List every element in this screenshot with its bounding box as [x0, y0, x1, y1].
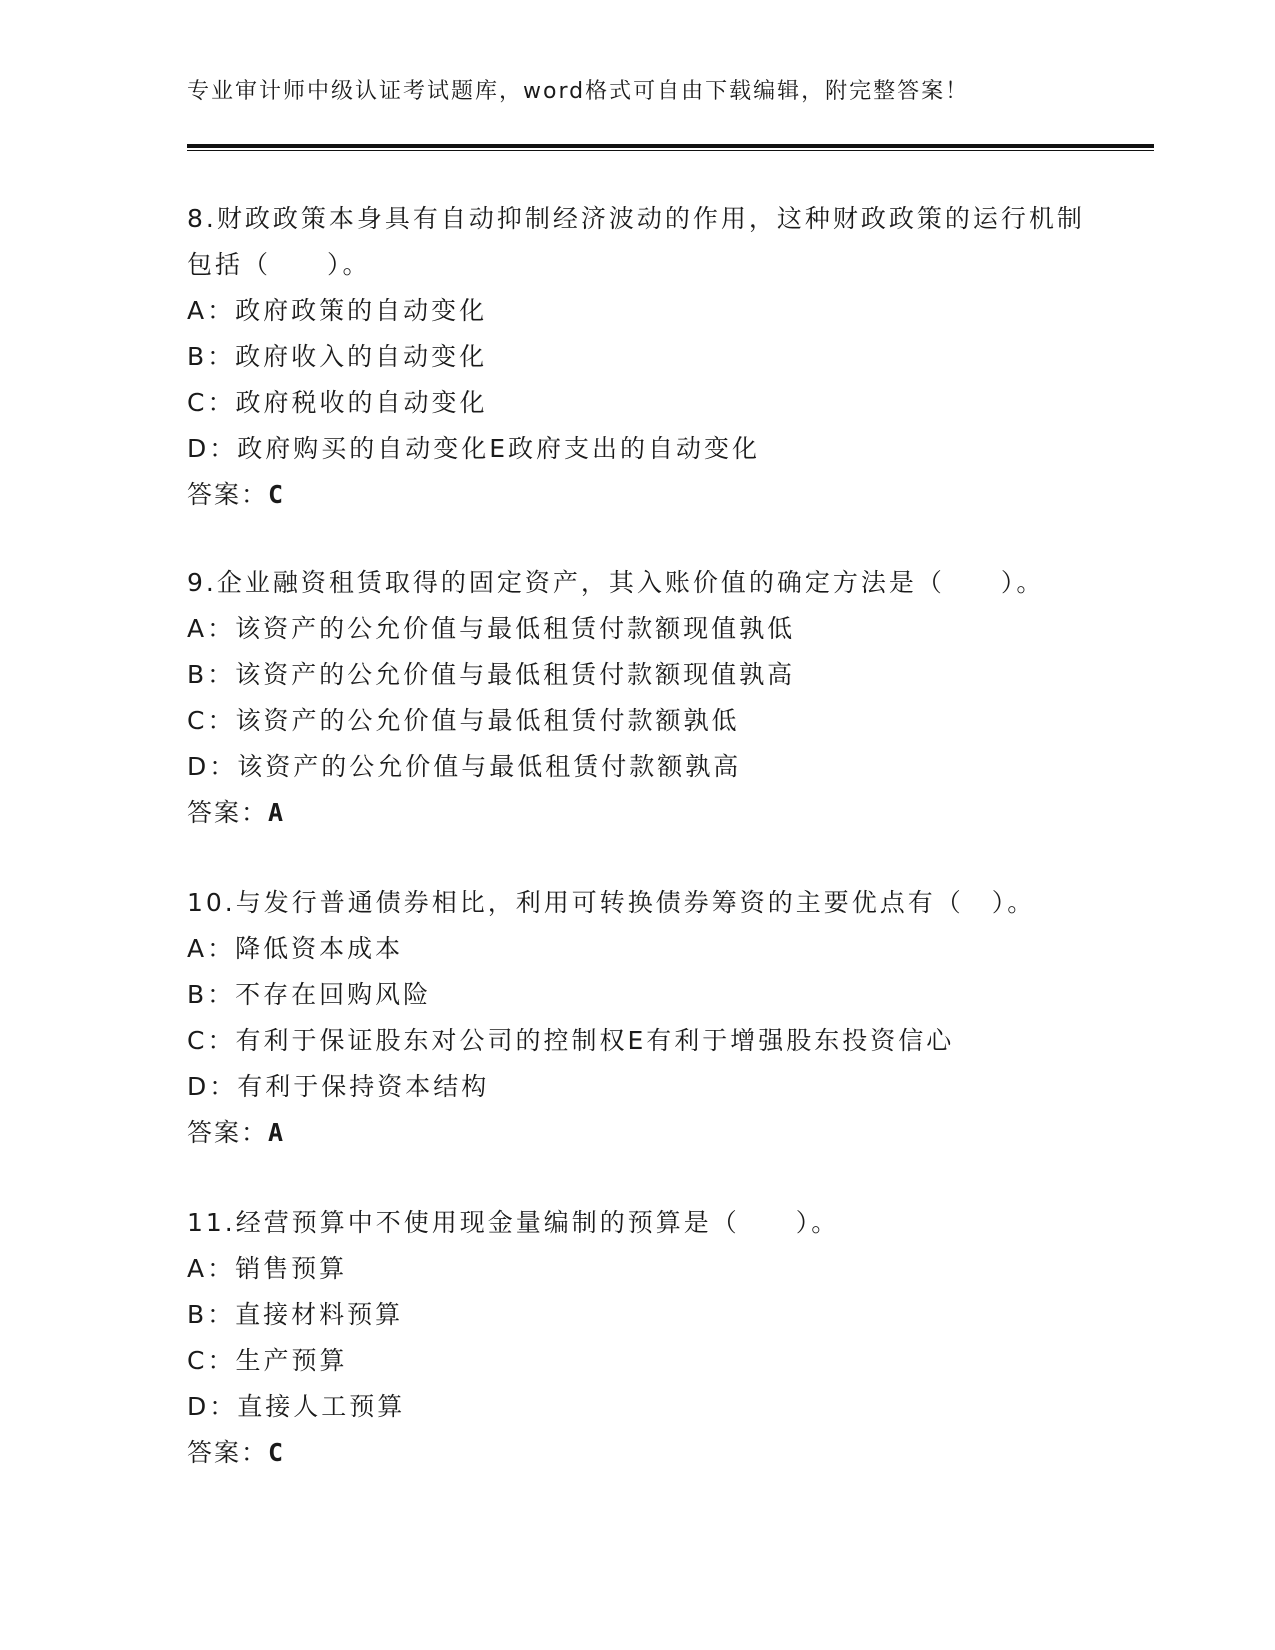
option-a: A：政府政策的自动变化 [187, 296, 488, 325]
option-c: C：生产预算 [187, 1346, 348, 1375]
question-10 [187, 880, 1087, 1156]
answer-line [187, 472, 1087, 518]
answer-label: 答案： [187, 480, 269, 509]
option-d: D：该资产的公允价值与最低租赁付款额孰高 [187, 752, 742, 781]
question-stem: 11.经营预算中不使用现金量编制的预算是（ ）。 [187, 1208, 840, 1237]
answer-line [187, 1430, 1087, 1476]
header-rule [187, 144, 1154, 148]
question-11 [187, 1200, 1087, 1476]
option-c: C：政府税收的自动变化 [187, 388, 488, 417]
answer-label: 答案： [187, 1438, 269, 1467]
header-rule-thin [187, 150, 1154, 151]
option-a: A：销售预算 [187, 1254, 348, 1283]
page-header: 专业审计师中级认证考试题库，word格式可自由下载编辑，附完整答案！ [187, 79, 970, 104]
option-a: A：降低资本成本 [187, 934, 404, 963]
option-b: B：不存在回购风险 [187, 980, 432, 1009]
option-d: D：直接人工预算 [187, 1392, 406, 1421]
answer-value: A [268, 798, 286, 827]
answer-line [187, 1110, 1087, 1156]
option-d: D：有利于保持资本结构 [187, 1072, 490, 1101]
option-c: C：该资产的公允价值与最低租赁付款额孰低 [187, 706, 740, 735]
question-8 [187, 196, 1087, 518]
option-b: B：政府收入的自动变化 [187, 342, 488, 371]
answer-label: 答案： [187, 1118, 269, 1147]
question-stem: 9.企业融资租赁取得的固定资产，其入账价值的确定方法是（ ）。 [187, 568, 1045, 597]
answer-value: C [268, 1438, 286, 1467]
option-a: A：该资产的公允价值与最低租赁付款额现值孰低 [187, 614, 796, 643]
question-9 [187, 560, 1087, 836]
option-c: C：有利于保证股东对公司的控制权E有利于增强股东投资信心 [187, 1026, 955, 1055]
question-stem: 8.财政政策本身具有自动抑制经济波动的作用，这种财政政策的运行机制包括（ ）。 [187, 204, 1085, 279]
answer-line [187, 790, 1087, 836]
answer-value: A [268, 1118, 286, 1147]
question-stem: 10.与发行普通债券相比，利用可转换债券筹资的主要优点有（ ）。 [187, 888, 1036, 917]
answer-label: 答案： [187, 798, 269, 827]
option-b: B：直接材料预算 [187, 1300, 404, 1329]
answer-value: C [268, 480, 286, 509]
option-d: D：政府购买的自动变化E政府支出的自动变化 [187, 434, 761, 463]
option-b: B：该资产的公允价值与最低租赁付款额现值孰高 [187, 660, 796, 689]
